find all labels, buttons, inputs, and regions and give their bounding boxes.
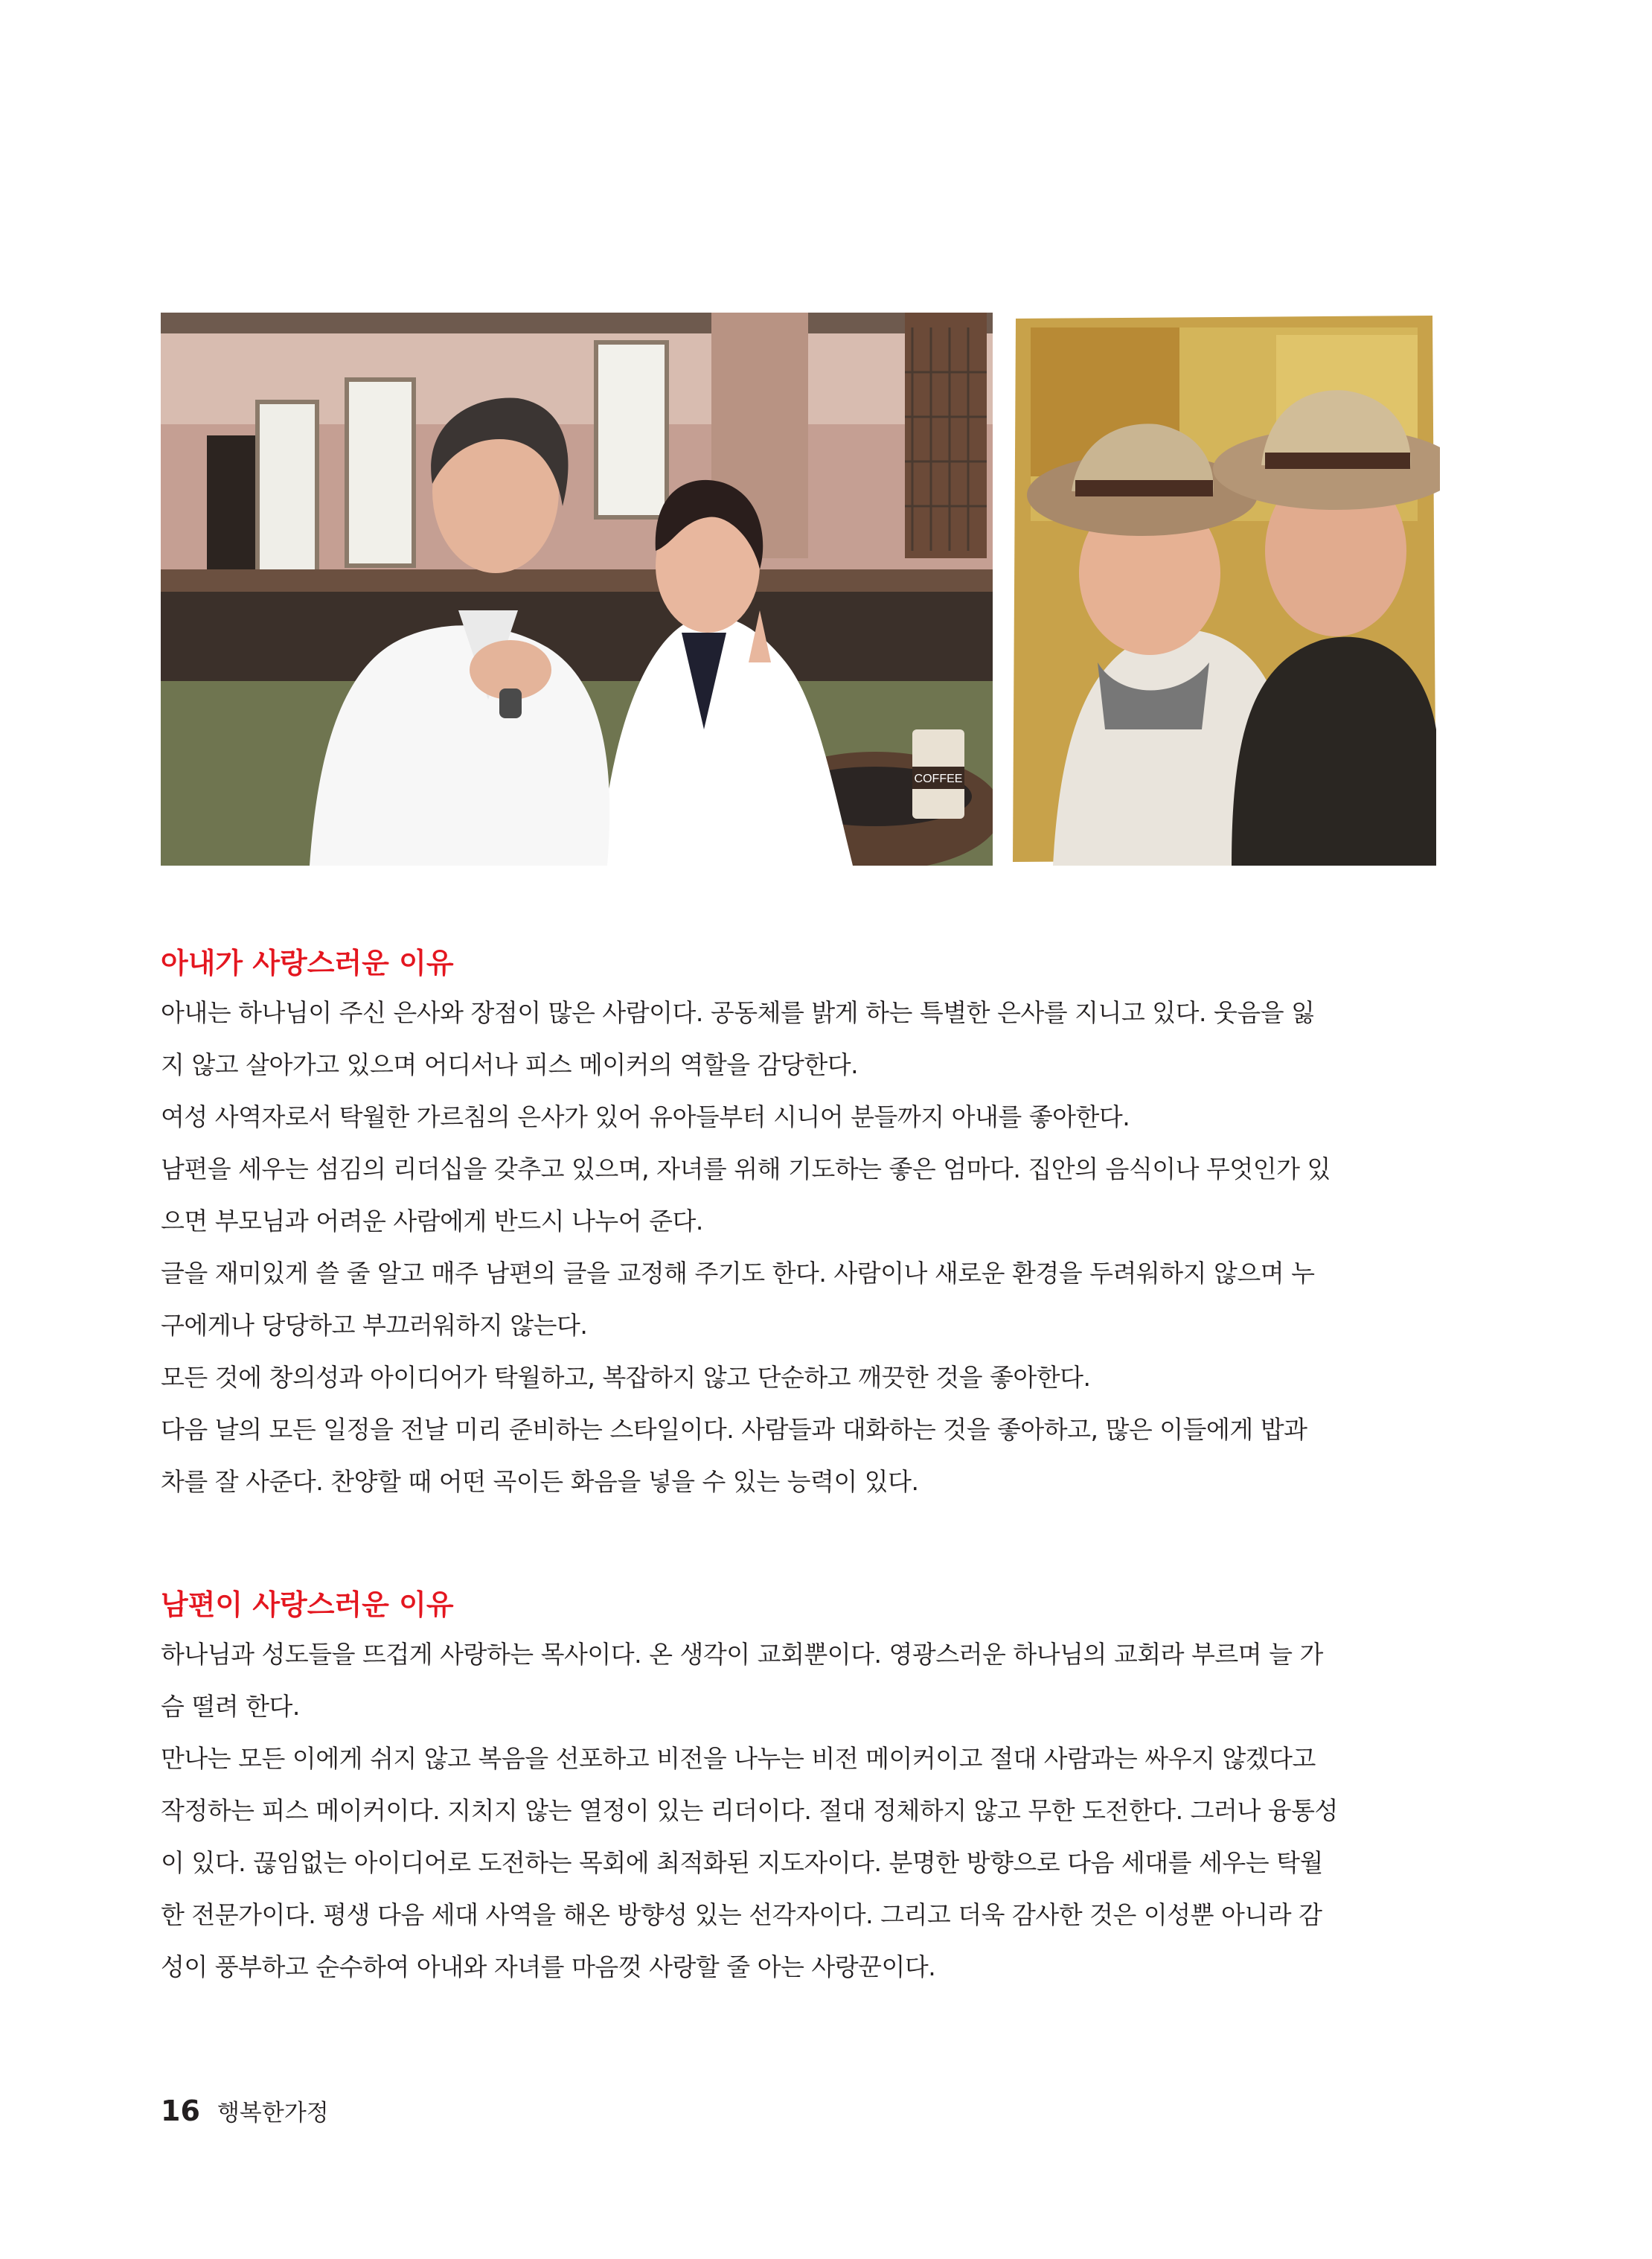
body-line: 성이 풍부하고 순수하여 아내와 자녀를 마음껏 사랑할 줄 아는 사랑꾼이다.: [161, 1952, 936, 1981]
couple-photo-hanok: [161, 313, 993, 866]
section-wife: [161, 942, 1442, 1508]
body-line: 작정하는 피스 메이커이다. 지치지 않는 열정이 있는 리더이다. 절대 정체하지 않고 무한 도전한다. 그러나 융통성: [161, 1796, 1338, 1825]
magazine-name: 행복한가정: [217, 2100, 329, 2127]
body-line: 으면 부모님과 어려운 사람에게 반드시 나누어 준다.: [161, 1207, 703, 1236]
body-line: 지 않고 살아가고 있으며 어디서나 피스 메이커의 역할을 감당한다.: [161, 1050, 859, 1079]
body-line: 이 있다. 끊임없는 아이디어로 도전하는 목회에 최적화된 지도자이다. 분명한 방향으로 다음 세대를 세우는 탁월: [161, 1848, 1323, 1877]
section-heading: 남편이 사랑스러운 이유: [161, 1588, 454, 1621]
page-footer: [161, 2090, 329, 2132]
body-line: 하나님과 성도들을 뜨겁게 사랑하는 목사이다. 온 생각이 교회뿐이다. 영광스러운 하나님의 교회라 부르며 늘 가: [161, 1640, 1323, 1669]
coffee-cup-label: COFFEE: [914, 773, 963, 785]
section-body: [161, 1629, 1442, 1993]
body-line: 여성 사역자로서 탁월한 가르침의 은사가 있어 유아들부터 시니어 분들까지 아내를 좋아한다.: [161, 1102, 1130, 1131]
body-line: 구에게나 당당하고 부끄러워하지 않는다.: [161, 1311, 588, 1340]
body-line: 한 전문가이다. 평생 다음 세대 사역을 해온 방향성 있는 선각자이다. 그리고 더욱 감사한 것은 이성뿐 아니라 감: [161, 1900, 1322, 1929]
couple-portrait-painting: [1008, 313, 1440, 866]
body-line: 남편을 세우는 섬김의 리더십을 갖추고 있으며, 자녀를 위해 기도하는 좋은 엄마다. 집안의 음식이나 무엇인가 있: [161, 1154, 1331, 1183]
body-line: 모든 것에 창의성과 아이디어가 탁월하고, 복잡하지 않고 단순하고 깨끗한 것을 좋아한다.: [161, 1363, 1091, 1392]
section-husband: [161, 1584, 1442, 1993]
body-line: 글을 재미있게 쓸 줄 알고 매주 남편의 글을 교정해 주기도 한다. 사람이나 새로운 환경을 두려워하지 않으며 누: [161, 1259, 1315, 1288]
body-line: 다음 날의 모든 일정을 전날 미리 준비하는 스타일이다. 사람들과 대화하는 것을 좋아하고, 많은 이들에게 밥과: [161, 1415, 1307, 1444]
page-number: 16: [161, 2095, 200, 2127]
body-line: 만나는 모든 이에게 쉬지 않고 복음을 선포하고 비전을 나누는 비전 메이커이고 절대 사람과는 싸우지 않겠다고: [161, 1744, 1316, 1773]
body-line: 슴 떨려 한다.: [161, 1692, 300, 1721]
body-line: 아내는 하나님이 주신 은사와 장점이 많은 사람이다. 공동체를 밝게 하는 특별한 은사를 지니고 있다. 웃음을 잃: [161, 998, 1315, 1027]
body-line: 차를 잘 사준다. 찬양할 때 어떤 곡이든 화음을 넣을 수 있는 능력이 있다.: [161, 1467, 919, 1496]
section-heading: 아내가 사랑스러운 이유: [161, 947, 454, 980]
section-body: [161, 987, 1442, 1508]
